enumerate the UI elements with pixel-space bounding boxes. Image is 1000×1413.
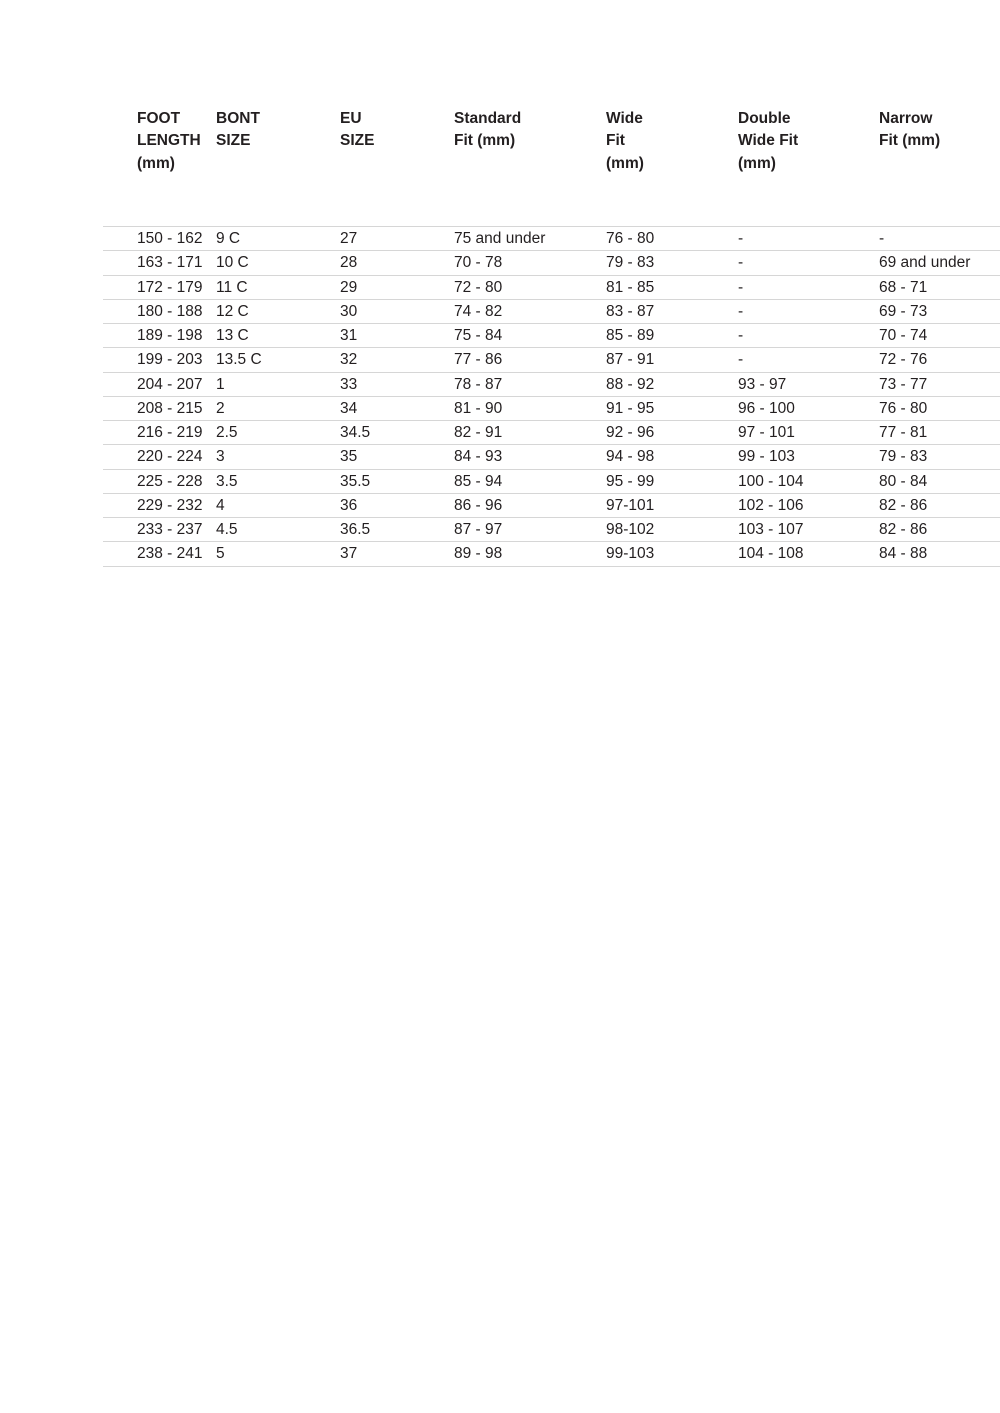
cell-bont-size: 2.5	[216, 421, 340, 445]
cell-narrow-fit: 69 and under	[879, 251, 1000, 275]
cell-wide-fit: 85 - 89	[606, 324, 738, 348]
size-chart-table	[103, 108, 1000, 567]
cell-narrow-fit: 79 - 83	[879, 445, 1000, 469]
cell-narrow-fit: 70 - 74	[879, 324, 1000, 348]
column-header-wide-fit	[606, 108, 738, 227]
cell-double-wide-fit: 102 - 106	[738, 493, 879, 517]
cell-bont-size: 9 C	[216, 227, 340, 251]
cell-wide-fit: 88 - 92	[606, 372, 738, 396]
cell-bont-size: 4.5	[216, 518, 340, 542]
cell-narrow-fit: 80 - 84	[879, 469, 1000, 493]
table-header	[103, 108, 1000, 227]
table-body	[103, 227, 1000, 567]
column-header-line: (mm)	[606, 154, 644, 172]
cell-standard-fit: 86 - 96	[454, 493, 606, 517]
cell-standard-fit: 75 and under	[454, 227, 606, 251]
cell-eu-size: 29	[340, 275, 454, 299]
table-row	[103, 469, 1000, 493]
cell-foot-length: 150 - 162	[103, 227, 216, 251]
cell-standard-fit: 75 - 84	[454, 324, 606, 348]
column-header-line: Fit	[606, 132, 625, 150]
column-header-foot-length	[103, 108, 216, 227]
cell-narrow-fit: 72 - 76	[879, 348, 1000, 372]
table-row	[103, 227, 1000, 251]
table-row	[103, 518, 1000, 542]
cell-double-wide-fit: -	[738, 227, 879, 251]
table-row	[103, 251, 1000, 275]
cell-foot-length: 204 - 207	[103, 372, 216, 396]
table-row	[103, 421, 1000, 445]
cell-double-wide-fit: -	[738, 251, 879, 275]
cell-wide-fit: 87 - 91	[606, 348, 738, 372]
column-header-line: FOOT	[137, 110, 181, 127]
cell-foot-length: 229 - 232	[103, 493, 216, 517]
cell-standard-fit: 70 - 78	[454, 251, 606, 275]
cell-foot-length: 189 - 198	[103, 324, 216, 348]
cell-double-wide-fit: 96 - 100	[738, 396, 879, 420]
table-row	[103, 493, 1000, 517]
cell-eu-size: 35	[340, 445, 454, 469]
cell-eu-size: 28	[340, 251, 454, 275]
cell-foot-length: 199 - 203	[103, 348, 216, 372]
cell-double-wide-fit: 100 - 104	[738, 469, 879, 493]
column-header-line: Standard	[454, 110, 522, 127]
cell-standard-fit: 84 - 93	[454, 445, 606, 469]
cell-eu-size: 35.5	[340, 469, 454, 493]
table-row	[103, 542, 1000, 566]
cell-double-wide-fit: 99 - 103	[738, 445, 879, 469]
column-header-line: Wide Fit	[738, 132, 799, 150]
cell-wide-fit: 98-102	[606, 518, 738, 542]
cell-bont-size: 5	[216, 542, 340, 566]
size-chart-container	[103, 108, 1000, 567]
column-header-line: EU	[340, 110, 362, 127]
cell-narrow-fit: 84 - 88	[879, 542, 1000, 566]
table-row	[103, 299, 1000, 323]
cell-foot-length: 180 - 188	[103, 299, 216, 323]
cell-bont-size: 4	[216, 493, 340, 517]
cell-wide-fit: 94 - 98	[606, 445, 738, 469]
cell-eu-size: 33	[340, 372, 454, 396]
cell-wide-fit: 91 - 95	[606, 396, 738, 420]
cell-double-wide-fit: 103 - 107	[738, 518, 879, 542]
cell-double-wide-fit: 104 - 108	[738, 542, 879, 566]
table-header-row	[103, 108, 1000, 227]
cell-narrow-fit: 68 - 71	[879, 275, 1000, 299]
cell-standard-fit: 78 - 87	[454, 372, 606, 396]
column-header-line: Fit (mm)	[454, 132, 516, 150]
cell-narrow-fit: 82 - 86	[879, 493, 1000, 517]
cell-narrow-fit: -	[879, 227, 1000, 251]
column-header-line: LENGTH	[137, 132, 201, 150]
cell-narrow-fit: 73 - 77	[879, 372, 1000, 396]
column-header-bont-size	[216, 108, 340, 227]
table-row	[103, 348, 1000, 372]
cell-double-wide-fit: -	[738, 324, 879, 348]
column-header-line: Double	[738, 110, 791, 127]
cell-standard-fit: 82 - 91	[454, 421, 606, 445]
cell-bont-size: 2	[216, 396, 340, 420]
cell-eu-size: 30	[340, 299, 454, 323]
cell-foot-length: 233 - 237	[103, 518, 216, 542]
column-header-line: (mm)	[137, 154, 175, 172]
column-header-line: Wide	[606, 110, 643, 127]
cell-narrow-fit: 69 - 73	[879, 299, 1000, 323]
cell-bont-size: 3	[216, 445, 340, 469]
cell-bont-size: 11 C	[216, 275, 340, 299]
column-header-line: Narrow	[879, 110, 933, 127]
cell-bont-size: 13.5 C	[216, 348, 340, 372]
cell-double-wide-fit: 97 - 101	[738, 421, 879, 445]
cell-standard-fit: 72 - 80	[454, 275, 606, 299]
cell-foot-length: 220 - 224	[103, 445, 216, 469]
table-row	[103, 275, 1000, 299]
column-header-line: Fit (mm)	[879, 132, 941, 150]
cell-wide-fit: 76 - 80	[606, 227, 738, 251]
cell-standard-fit: 85 - 94	[454, 469, 606, 493]
column-header-standard-fit	[454, 108, 606, 227]
cell-foot-length: 208 - 215	[103, 396, 216, 420]
column-header-double-wide-fit	[738, 108, 879, 227]
cell-narrow-fit: 82 - 86	[879, 518, 1000, 542]
cell-wide-fit: 99-103	[606, 542, 738, 566]
cell-wide-fit: 95 - 99	[606, 469, 738, 493]
cell-wide-fit: 79 - 83	[606, 251, 738, 275]
table-row	[103, 445, 1000, 469]
cell-bont-size: 10 C	[216, 251, 340, 275]
cell-bont-size: 1	[216, 372, 340, 396]
cell-eu-size: 37	[340, 542, 454, 566]
cell-foot-length: 238 - 241	[103, 542, 216, 566]
cell-eu-size: 34	[340, 396, 454, 420]
cell-wide-fit: 92 - 96	[606, 421, 738, 445]
cell-wide-fit: 81 - 85	[606, 275, 738, 299]
cell-eu-size: 31	[340, 324, 454, 348]
table-row	[103, 396, 1000, 420]
table-row	[103, 372, 1000, 396]
cell-double-wide-fit: 93 - 97	[738, 372, 879, 396]
cell-foot-length: 225 - 228	[103, 469, 216, 493]
column-header-eu-size	[340, 108, 454, 227]
column-header-narrow-fit	[879, 108, 1000, 227]
column-header-line: BONT	[216, 110, 260, 127]
cell-narrow-fit: 76 - 80	[879, 396, 1000, 420]
cell-eu-size: 34.5	[340, 421, 454, 445]
cell-standard-fit: 74 - 82	[454, 299, 606, 323]
table-row	[103, 324, 1000, 348]
cell-narrow-fit: 77 - 81	[879, 421, 1000, 445]
cell-bont-size: 13 C	[216, 324, 340, 348]
cell-standard-fit: 89 - 98	[454, 542, 606, 566]
column-header-line: SIZE	[340, 132, 375, 150]
cell-double-wide-fit: -	[738, 348, 879, 372]
cell-wide-fit: 97-101	[606, 493, 738, 517]
cell-foot-length: 163 - 171	[103, 251, 216, 275]
cell-eu-size: 36.5	[340, 518, 454, 542]
cell-foot-length: 172 - 179	[103, 275, 216, 299]
cell-foot-length: 216 - 219	[103, 421, 216, 445]
cell-eu-size: 36	[340, 493, 454, 517]
cell-bont-size: 12 C	[216, 299, 340, 323]
cell-standard-fit: 87 - 97	[454, 518, 606, 542]
cell-standard-fit: 81 - 90	[454, 396, 606, 420]
column-header-line: SIZE	[216, 132, 251, 150]
cell-wide-fit: 83 - 87	[606, 299, 738, 323]
cell-double-wide-fit: -	[738, 299, 879, 323]
cell-standard-fit: 77 - 86	[454, 348, 606, 372]
column-header-line: (mm)	[738, 154, 776, 172]
cell-bont-size: 3.5	[216, 469, 340, 493]
cell-eu-size: 32	[340, 348, 454, 372]
cell-eu-size: 27	[340, 227, 454, 251]
cell-double-wide-fit: -	[738, 275, 879, 299]
